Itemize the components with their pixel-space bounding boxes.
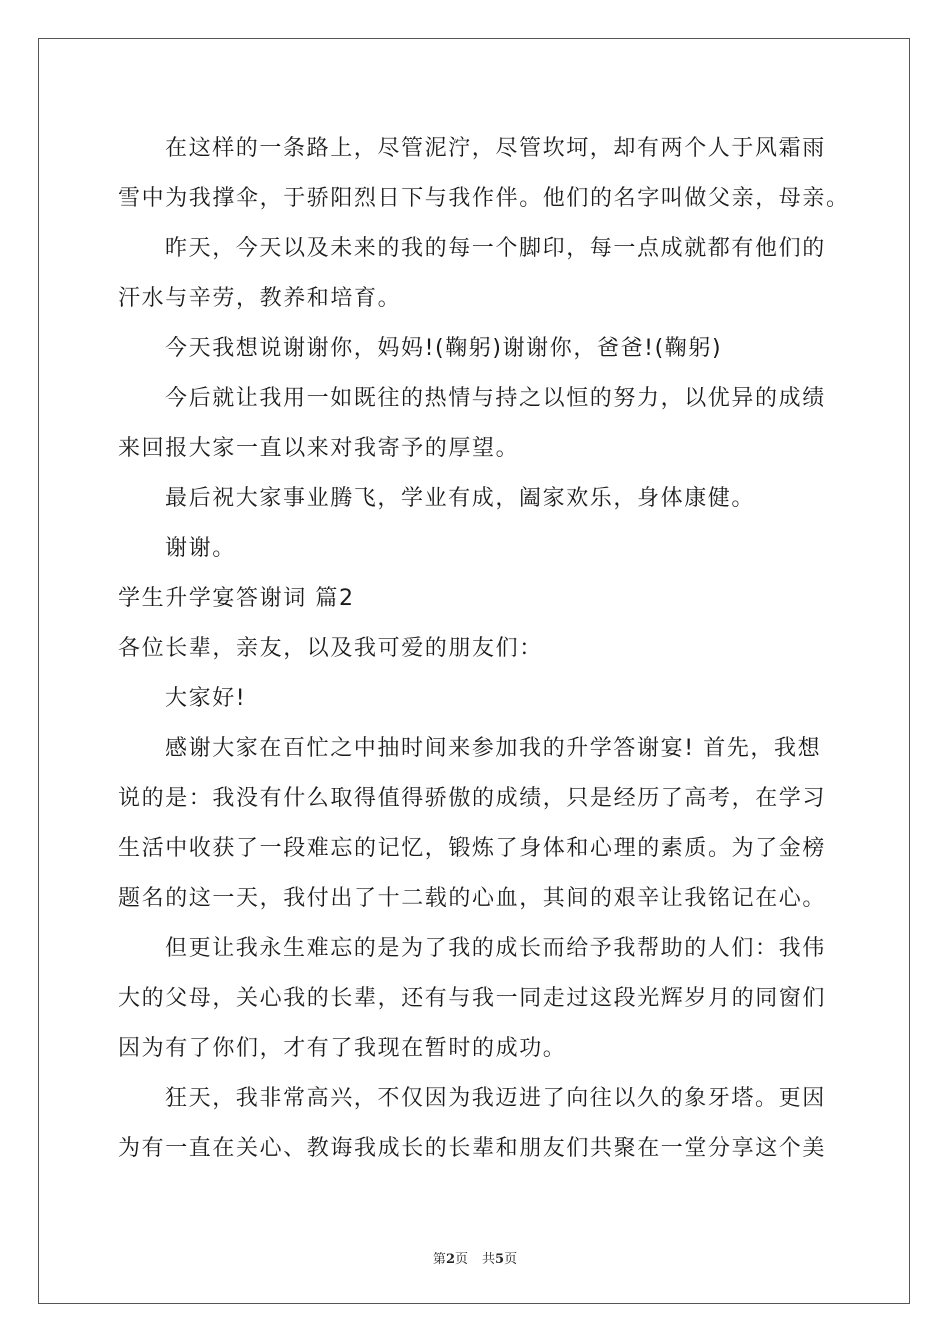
paragraph-line: 题名的这一天，我付出了十二载的心血，其间的艰辛让我铭记在心。	[118, 886, 827, 911]
paragraph-line: 但更让我永生难忘的是为了我的成长而给予我帮助的人们：我伟	[165, 936, 826, 961]
salutation: 各位长辈，亲友，以及我可爱的朋友们：	[118, 636, 543, 661]
paragraph-line: 谢谢。	[165, 536, 236, 561]
paragraph-line: 大的父母，关心我的长辈，还有与我一同走过这段光辉岁月的同窗们	[118, 986, 827, 1011]
paragraph-line: 来回报大家一直以来对我寄予的厚望。	[118, 436, 520, 461]
page-suffix: 页	[454, 1252, 468, 1267]
paragraph-line: 雪中为我撑伞，于骄阳烈日下与我作伴。他们的名字叫做父亲，母亲。	[118, 186, 850, 211]
section-heading: 学生升学宴答谢词 篇2	[118, 586, 355, 611]
paragraph-line: 昨天，今天以及未来的我的每一个脚印，每一点成就都有他们的	[165, 236, 826, 261]
paragraph-line: 为有一直在关心、教诲我成长的长辈和朋友们共聚在一堂分享这个美	[118, 1136, 827, 1161]
page-border	[38, 38, 910, 1304]
paragraph-line: 今天我想说谢谢你，妈妈!(鞠躬)谢谢你，爸爸!(鞠躬)	[165, 336, 723, 361]
paragraph-line: 狂天，我非常高兴，不仅因为我迈进了向往以久的象牙塔。更因	[165, 1086, 826, 1111]
paragraph-line: 感谢大家在百忙之中抽时间来参加我的升学答谢宴! 首先，我想	[165, 736, 822, 761]
paragraph-line: 说的是：我没有什么取得值得骄傲的成绩，只是经历了高考，在学习	[118, 786, 827, 811]
paragraph-line: 汗水与辛劳，教养和培育。	[118, 286, 402, 311]
page-footer	[0, 1248, 950, 1267]
paragraph-line: 生活中收获了一段难忘的记忆，锻炼了身体和心理的素质。为了金榜	[118, 836, 827, 861]
total-prefix: 共	[482, 1252, 496, 1267]
greeting: 大家好!	[165, 686, 247, 711]
page-number: 2	[445, 1252, 455, 1267]
paragraph-line: 最后祝大家事业腾飞，学业有成，阖家欢乐，身体康健。	[165, 486, 756, 511]
total-suffix: 页	[504, 1252, 518, 1267]
paragraph-line: 因为有了你们，才有了我现在暂时的成功。	[118, 1036, 567, 1061]
paragraph-line: 在这样的一条路上，尽管泥泞，尽管坎坷，却有两个人于风霜雨	[165, 136, 826, 161]
total-pages: 5	[495, 1252, 505, 1267]
page-prefix: 第	[432, 1252, 446, 1267]
paragraph-line: 今后就让我用一如既往的热情与持之以恒的努力，以优异的成绩	[165, 386, 826, 411]
